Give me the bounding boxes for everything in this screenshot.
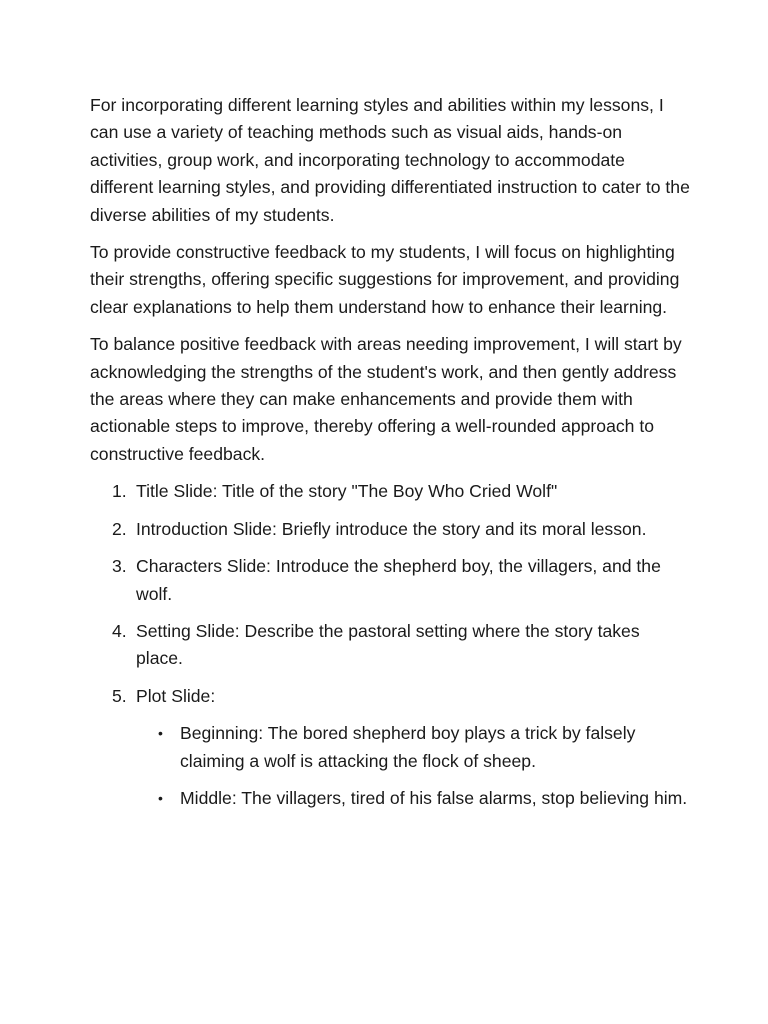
slide-outline-list (90, 478, 690, 812)
document-body (90, 92, 690, 822)
list-number: 3. (112, 556, 127, 577)
list-item-characters-slide (90, 553, 690, 608)
paragraph-constructive-feedback: To provide constructive feedback to my students, I will focus on highlighting their strengths, offering specific suggestions for improvement, and providing clear explanations to help them understand how to enhance their learning. (90, 242, 680, 317)
bullet-icon: • (158, 789, 163, 806)
list-item-text: Setting Slide: Describe the pastoral setting where the story takes place. (136, 620, 640, 669)
plot-points-list (136, 720, 690, 812)
bullet-icon: • (158, 725, 163, 742)
list-item-text: Title Slide: Title of the story "The Boy Who Cried Wolf" (136, 481, 558, 502)
paragraph-balance-feedback: To balance positive feedback with areas needing improvement, I will start by acknowledging the strengths of the student's work, and then gently address the areas where they can make enhancements and provide them with actionable steps to improve, thereby offering a well-rounded approach to constructive feedback. (90, 334, 682, 464)
plot-point-middle (136, 785, 690, 812)
list-item-setting-slide (90, 618, 690, 673)
plot-point-text: Middle: The villagers, tired of his false alarms, stop believing him. (180, 787, 688, 808)
list-item-introduction-slide (90, 516, 690, 543)
list-number: 4. (112, 620, 127, 641)
plot-point-text: Beginning: The bored shepherd boy plays a trick by falsely claiming a wolf is attacking the flock of sheep. (180, 723, 636, 771)
list-item-text: Introduction Slide: Briefly introduce the story and its moral lesson. (136, 518, 647, 539)
list-number: 1. (112, 481, 127, 502)
list-number: 2. (112, 518, 127, 539)
list-item-plot-slide (90, 683, 690, 813)
list-item-text: Characters Slide: Introduce the shepherd boy, the villagers, and the wolf. (136, 556, 661, 604)
list-item-title-slide (90, 478, 690, 505)
list-item-text: Plot Slide: (136, 685, 216, 706)
list-number: 5. (112, 685, 127, 706)
paragraph-learning-styles: For incorporating different learning styles and abilities within my lessons, I can use a variety of teaching methods such as visual aids, hands-on activities, group work, and incorporating technology to accommodate different learning styles, and providing differentiated instruction to cater to the diverse abilities of my students. (90, 95, 690, 225)
plot-point-beginning (136, 720, 690, 775)
